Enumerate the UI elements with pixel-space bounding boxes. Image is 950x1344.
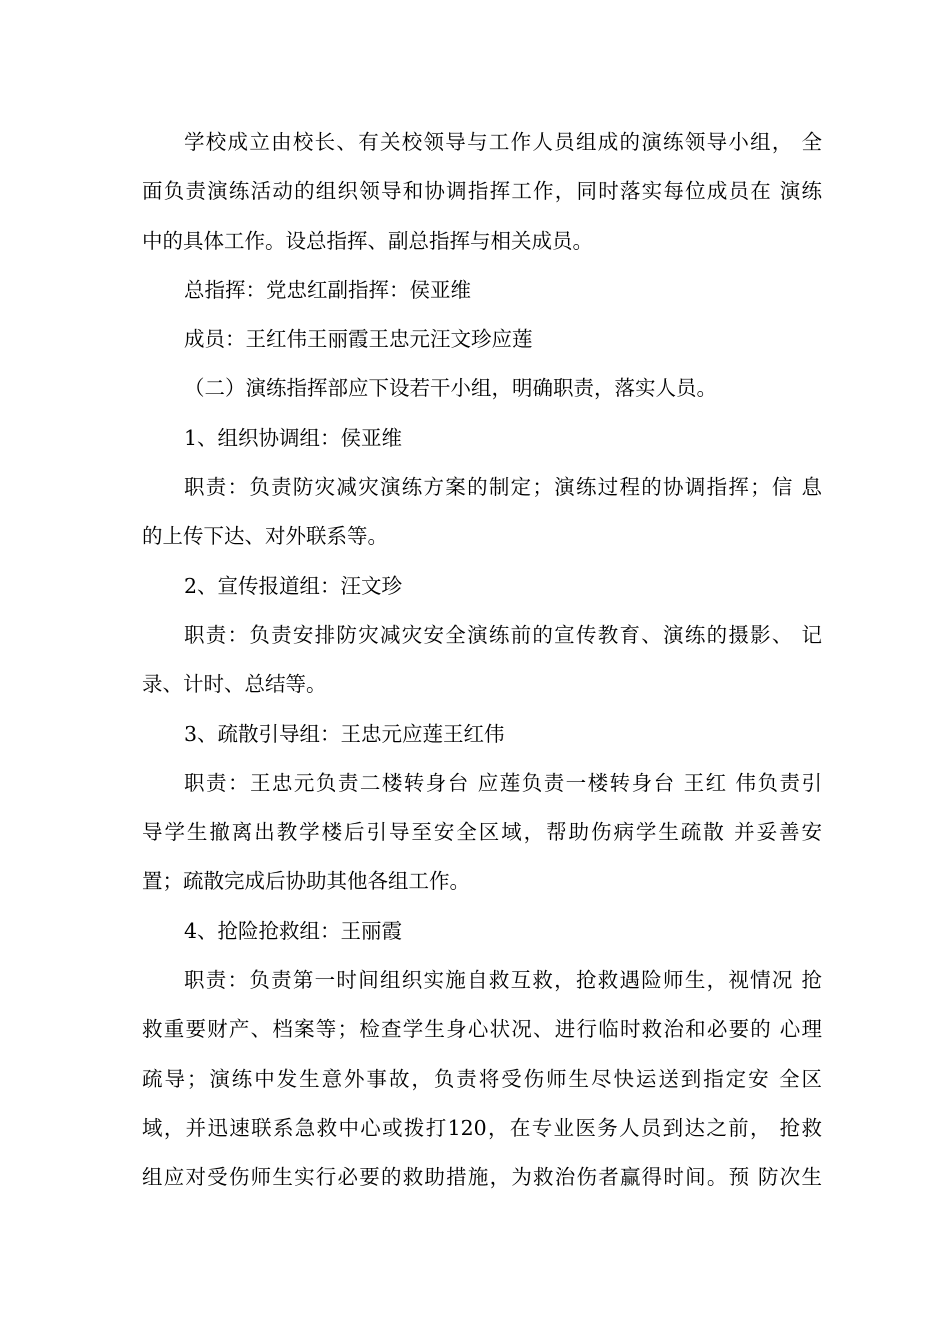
paragraph-line: 导学生撤离出教学楼后引导至安全区域，帮助伤病学生疏散 并妥善安 bbox=[142, 820, 822, 845]
paragraph-line: 面负责演练活动的组织领导和协调指挥工作，同时落实每位成员在 演练 bbox=[142, 179, 822, 204]
paragraph-line: 职责：负责第一时间组织实施自救互救，抢救遇险师生，视情况 抢 bbox=[184, 968, 822, 993]
document-body bbox=[142, 118, 822, 1203]
paragraph-line: 职责：负责安排防灾减灾安全演练前的宣传教育、演练的摄影、 记 bbox=[184, 622, 822, 647]
paragraph-line: 疏导；演练中发生意外事故，负责将受伤师生尽快运送到指定安 全区 bbox=[142, 1066, 822, 1091]
paragraph-line: 置；疏散完成后协助其他各组工作。 bbox=[142, 869, 470, 894]
paragraph-line: 组应对受伤师生实行必要的救助措施，为救治伤者赢得时间。预 防次生 bbox=[142, 1165, 822, 1190]
paragraph-line: 学校成立由校长、有关校领导与工作人员组成的演练领导小组， 全 bbox=[184, 130, 822, 154]
group-heading: 4、抢险抢救组：王丽霞 bbox=[184, 918, 403, 943]
group-heading: 3、疏散引导组：王忠元应莲王红伟 bbox=[184, 721, 505, 746]
paragraph-line: 成员：王红伟王丽霞王忠元汪文珍应莲 bbox=[184, 327, 533, 352]
paragraph-line: 职责：负责防灾减灾演练方案的制定；演练过程的协调指挥；信 息 bbox=[184, 475, 822, 500]
paragraph-line: 总指挥：党忠红副指挥：侯亚维 bbox=[184, 277, 471, 302]
group-heading: 2、宣传报道组：汪文珍 bbox=[184, 573, 403, 598]
paragraph-line: 救重要财产、档案等；检查学生身心状况、进行临时救治和必要的 心理 bbox=[142, 1017, 822, 1042]
paragraph-line: 职责：王忠元负责二楼转身台 应莲负责一楼转身台 王红 伟负责引 bbox=[184, 770, 822, 795]
paragraph-line: 录、计时、总结等。 bbox=[142, 672, 327, 697]
paragraph-line: 中的具体工作。设总指挥、副总指挥与相关成员。 bbox=[142, 228, 593, 253]
section-heading: （二）演练指挥部应下设若干小组，明确职责，落实人员。 bbox=[184, 376, 717, 401]
group-heading: 1、组织协调组：侯亚维 bbox=[184, 425, 403, 450]
paragraph-line: 的上传下达、对外联系等。 bbox=[142, 524, 388, 549]
paragraph-line: 域，并迅速联系急救中心或拨打120，在专业医务人员到达之前， 抢救 bbox=[142, 1115, 822, 1140]
